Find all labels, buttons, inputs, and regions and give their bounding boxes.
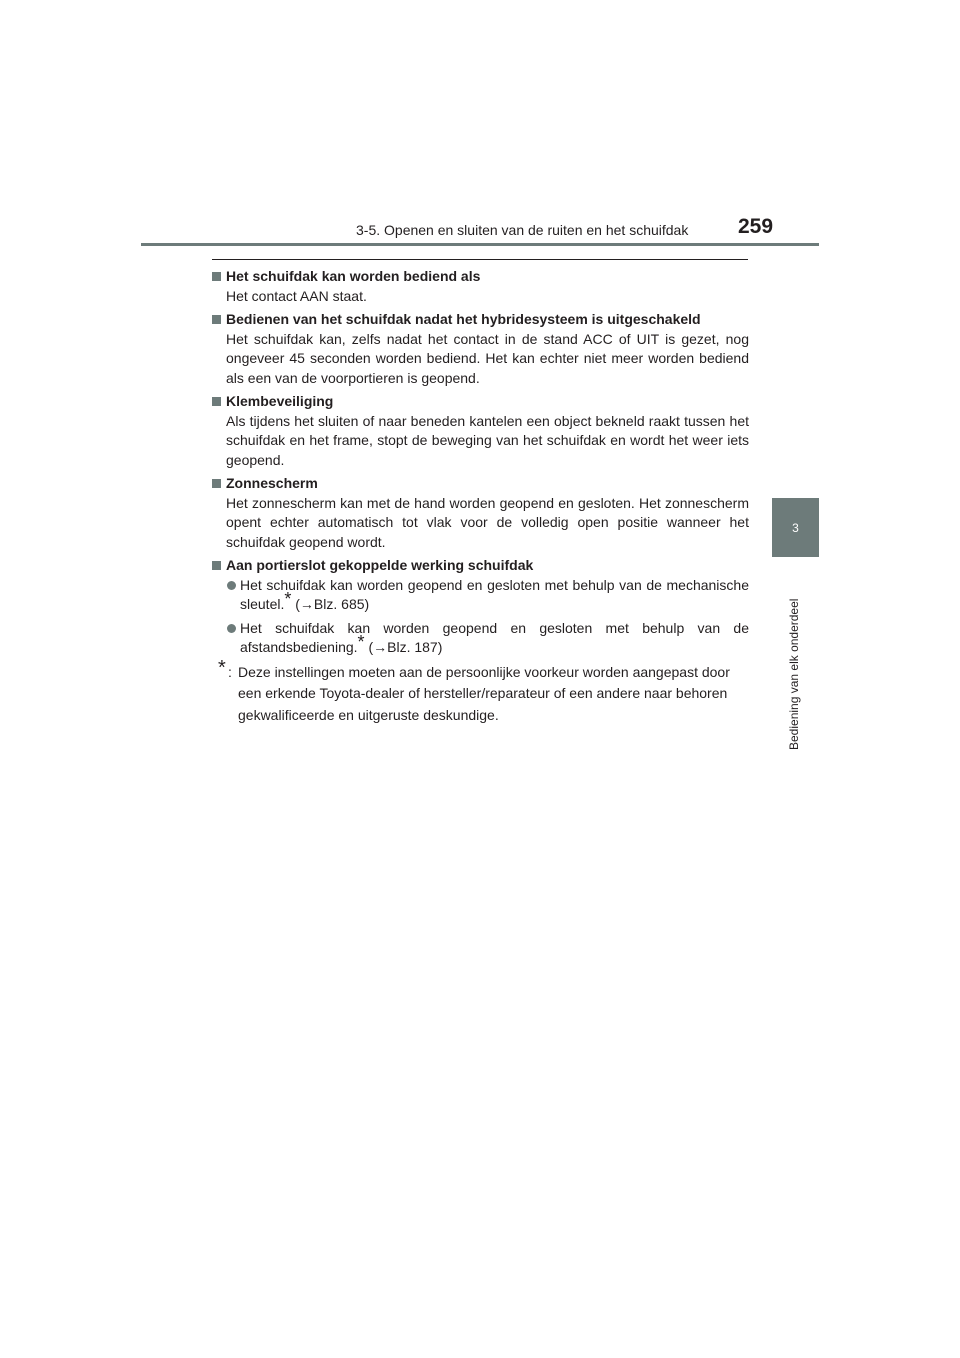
section-heading: Het schuifdak kan worden bediend als	[226, 268, 481, 284]
section-body: Het schuifdak kan, zelfs nadat het contact in de stand ACC of UIT is gezet, nog ongeveer 45 seconden worden bediend. Het kan echter niet meer worden bediend als een van de voorportieren is geopend.	[226, 330, 749, 386]
round-bullet-icon	[227, 624, 236, 633]
page-number: 259	[738, 215, 774, 238]
page-reference: (→Blz. 685)	[295, 596, 370, 612]
round-bullet-icon	[227, 581, 236, 590]
section-after-hybrid-off	[212, 310, 749, 388]
list-item	[212, 619, 749, 658]
footnote	[212, 656, 749, 727]
header-divider	[141, 243, 819, 246]
section-sunshade	[212, 474, 749, 552]
footnote-mark: *	[218, 656, 226, 679]
footnote-text: Deze instellingen moeten aan de persoonlijke voorkeur worden aangepast door een erkende Toyota-dealer of hersteller/reparateur of een andere naar behoren gekwalificeerde en uitgeruste deskundige.	[238, 663, 730, 723]
list-item-text: Het schuifdak kan worden geopend en gesloten met behulp van de mechanische sleutel.	[240, 576, 749, 612]
section-door-lock-linked	[212, 556, 749, 658]
footnote-star: *	[357, 632, 365, 653]
chapter-number: 3	[792, 520, 799, 535]
footnote-star: *	[284, 589, 292, 610]
chapter-tab	[772, 498, 819, 557]
square-bullet-icon	[212, 315, 221, 324]
section-operating-conditions	[212, 267, 749, 306]
footnote-colon: :	[228, 663, 232, 680]
section-heading: Klembeveiliging	[226, 393, 334, 409]
content-divider	[212, 259, 748, 260]
section-jam-protection	[212, 392, 749, 470]
square-bullet-icon	[212, 479, 221, 488]
section-heading: Bedienen van het schuifdak nadat het hybridesysteem is uitgeschakeld	[226, 311, 701, 327]
section-body: Als tijdens het sluiten of naar beneden kantelen een object bekneld raakt tussen het schuifdak en het frame, stopt de beweging van het schuifdak en wordt het weer iets geopend.	[226, 412, 749, 468]
page-header-title: 3-5. Openen en sluiten van de ruiten en het schuifdak	[356, 222, 689, 238]
square-bullet-icon	[212, 397, 221, 406]
list-item	[212, 576, 749, 615]
chapter-label: Bediening van elk onderdeel	[787, 598, 801, 750]
section-body: Het contact AAN staat.	[226, 287, 367, 304]
page-content	[212, 267, 749, 726]
section-body: Het zonnescherm kan met de hand worden geopend en gesloten. Het zonnescherm opent echter automatisch tot vlak voor de volledig open positie wanneer het schuifdak geopend wordt.	[226, 494, 749, 550]
page-reference: (→Blz. 187)	[368, 639, 443, 655]
square-bullet-icon	[212, 272, 221, 281]
section-heading: Zonnescherm	[226, 475, 318, 491]
square-bullet-icon	[212, 561, 221, 570]
list-item-text: Het schuifdak kan worden geopend en gesloten met behulp van de afstandsbediening.	[240, 619, 749, 655]
section-heading: Aan portierslot gekoppelde werking schuifdak	[226, 557, 534, 573]
